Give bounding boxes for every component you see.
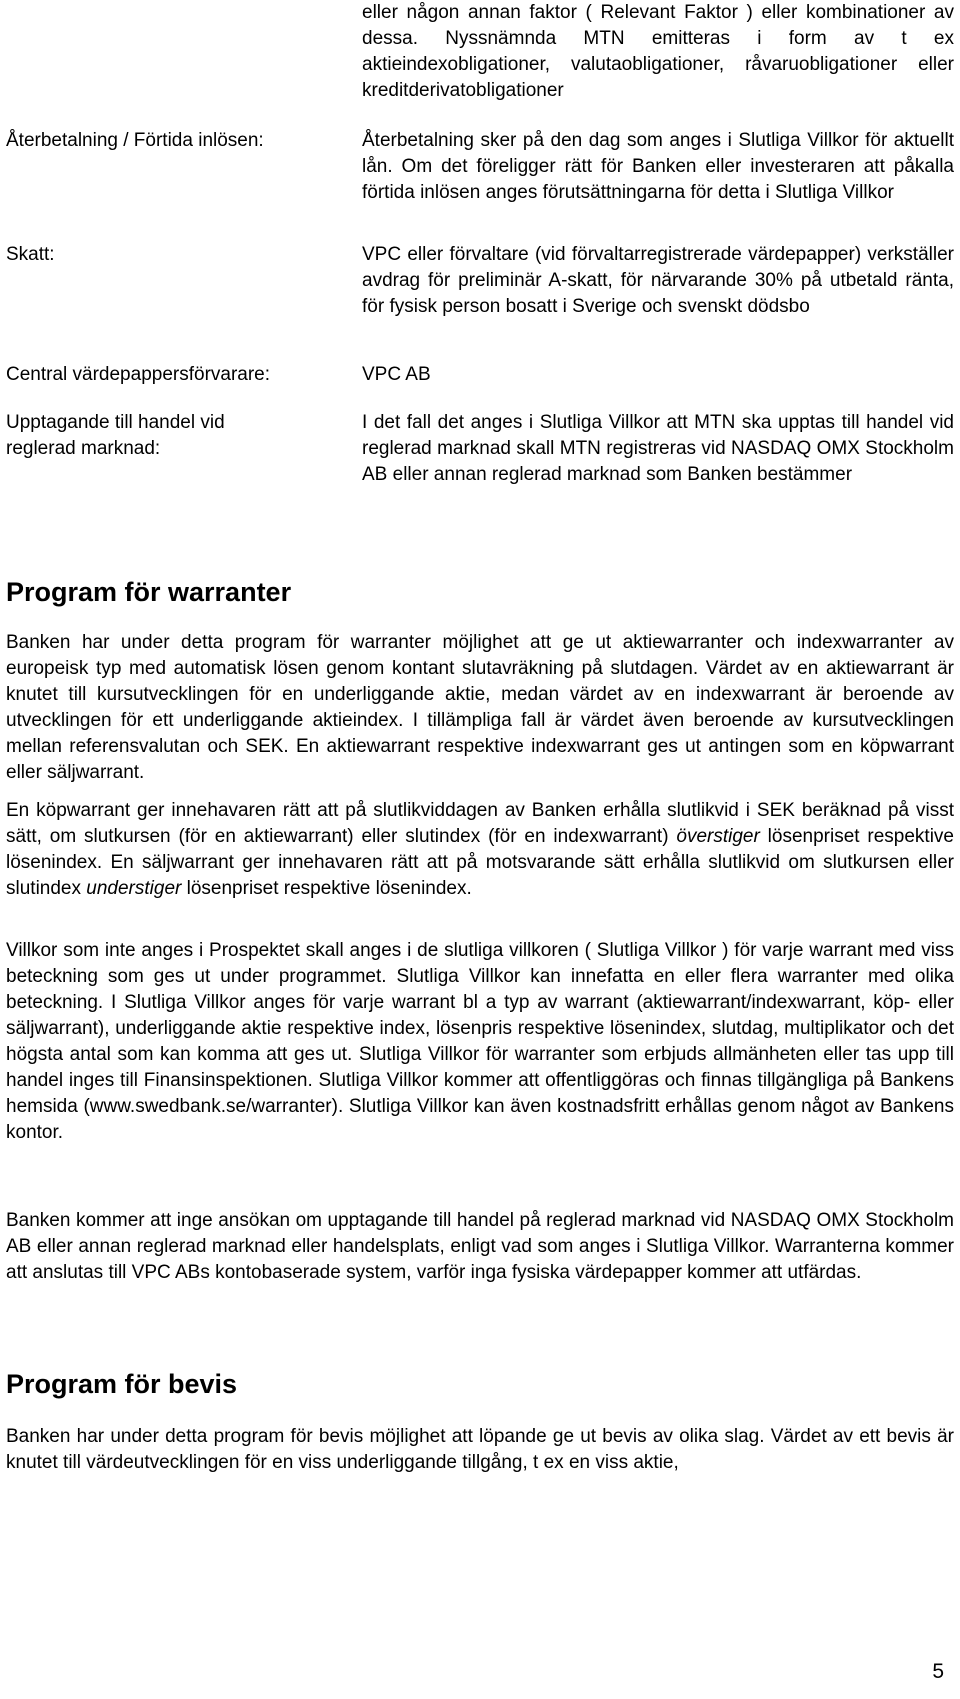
warranter-p2-a: En köpwarrant ger innehavaren rätt att på slutlikviddagen av Banken erhålla slutlikvid i SEK beräknad på visst sätt, om slutkursen (för en aktiewarrant) eller slutindex (för en indexwarrant) <box>6 800 954 847</box>
warranter-paragraph-1 <box>6 630 954 786</box>
definition-label-tax: Skatt: <box>6 244 55 265</box>
warranter-p3-text: Villkor som inte anges i Prospektet skall anges i de slutliga villkoren ( Slutliga Villkor ) för varje warrant med viss beteckning som ges ut under programmet. Slutliga Villkor kan innefatta en eller flera warranter med olika beteckning. I Slutliga Villkor anges för varje warrant bl a typ av warrant (aktiewarrant/indexwarrant, köp- eller säljwarrant), underliggande aktie respektive index, lösenpris respektive lösenindex, slutdag, multiplikator och det högsta antal som kan komma att ges ut. Slutliga Villkor för warranter som erbjuds allmänheten eller tas upp till handel inges till Finansinspektionen. Slutliga Villkor kommer att offentliggöras och finnas tillgängliga på Bankens hemsida (www.swedbank.se/warranter). Slutliga Villkor kan även kostnadsfritt erhållas genom något av Bankens kontor. <box>6 940 954 1143</box>
definition-label-listing: Upptagande till handel vid reglerad marknad: <box>6 412 225 459</box>
bevis-p1-text: Banken har under detta program för bevis möjlighet att löpande ge ut bevis av olika slag. Värdet av ett bevis är knutet till värdeutvecklingen för en viss underliggande tillgång, t ex en viss aktie, <box>6 1426 954 1473</box>
section-heading-bevis: Program för bevis <box>6 1369 238 1399</box>
warranter-p1-text: Banken har under detta program för warranter möjlighet att ge ut aktiewarranter och indexwarranter av europeisk typ med automatisk lösen genom kontant slutavräkning på slutdagen. Värdet av en aktiewarrant är knutet till kursutvecklingen för en underliggande aktie, medan värdet av en indexwarrant är beroende av utvecklingen för ett underliggande aktieindex. I tillämpliga fall är värdet även beroende av kursutvecklingen mellan referensvalutan och SEK. En aktiewarrant respektive indexwarrant ges ut antingen som en köpwarrant eller säljwarrant. <box>6 632 954 783</box>
page-number: 5 <box>932 1660 944 1683</box>
warranter-p2-text <box>6 798 954 902</box>
definition-value-csd: VPC AB <box>362 364 431 385</box>
warranter-paragraph-3 <box>6 938 954 1146</box>
section-heading-warranter: Program för warranter <box>6 577 292 607</box>
warranter-paragraph-2 <box>6 798 954 902</box>
warranter-p2-emphasis-overstiger: överstiger <box>676 826 760 847</box>
warranter-paragraph-4 <box>6 1208 954 1286</box>
warranter-p2-b: lösenpriset respektive lösenindex. En säljwarrant ger innehavaren rätt att på motsvarande sätt erhålla slutlikvid om slutkursen eller slutindex <box>6 826 954 899</box>
definition-label-repayment: Återbetalning / Förtida inlösen: <box>6 130 264 151</box>
definition-label-csd: Central värdepappersförvarare: <box>6 364 271 385</box>
warranter-p2-emphasis-understiger: understiger <box>86 878 182 899</box>
warranter-p4-text: Banken kommer att inge ansökan om upptagande till handel på reglerad marknad vid NASDAQ OMX Stockholm AB eller annan reglerad marknad eller handelsplats, enligt vad som anges i Slutliga Villkor. Warranterna kommer att anslutas till VPC ABs kontobaserade system, varför inga fysiska värdepapper kommer att utfärdas. <box>6 1210 954 1283</box>
definition-value-tax: VPC eller förvaltare (vid förvaltarregistrerade värdepapper) verkställer avdrag för preliminär A-skatt, för närvarande 30% på utbetald ränta, för fysisk person bosatt i Sverige och svenskt dödsbo <box>362 244 954 317</box>
definition-value-repayment: Återbetalning sker på den dag som anges i Slutliga Villkor för aktuellt lån. Om det föreligger rätt för Banken eller investeraren att påkalla förtida inlösen anges förutsättningarna för detta i Slutliga Villkor <box>362 130 954 203</box>
definition-value-listing: I det fall det anges i Slutliga Villkor att MTN ska upptas till handel vid reglerad marknad skall MTN registreras vid NASDAQ OMX Stockholm AB eller annan reglerad marknad som Banken bestämmer <box>362 412 954 485</box>
bevis-paragraph-1 <box>6 1424 954 1476</box>
definition-value-continued: eller någon annan faktor ( Relevant Faktor ) eller kombinationer av dessa. Nyssnämnda MTN emitteras i form av t ex aktieindexobligationer, valutaobligationer, råvaruobligationer eller kreditderivatobligationer <box>362 2 954 101</box>
warranter-p2-c: lösenpriset respektive lösenindex. <box>181 878 472 899</box>
